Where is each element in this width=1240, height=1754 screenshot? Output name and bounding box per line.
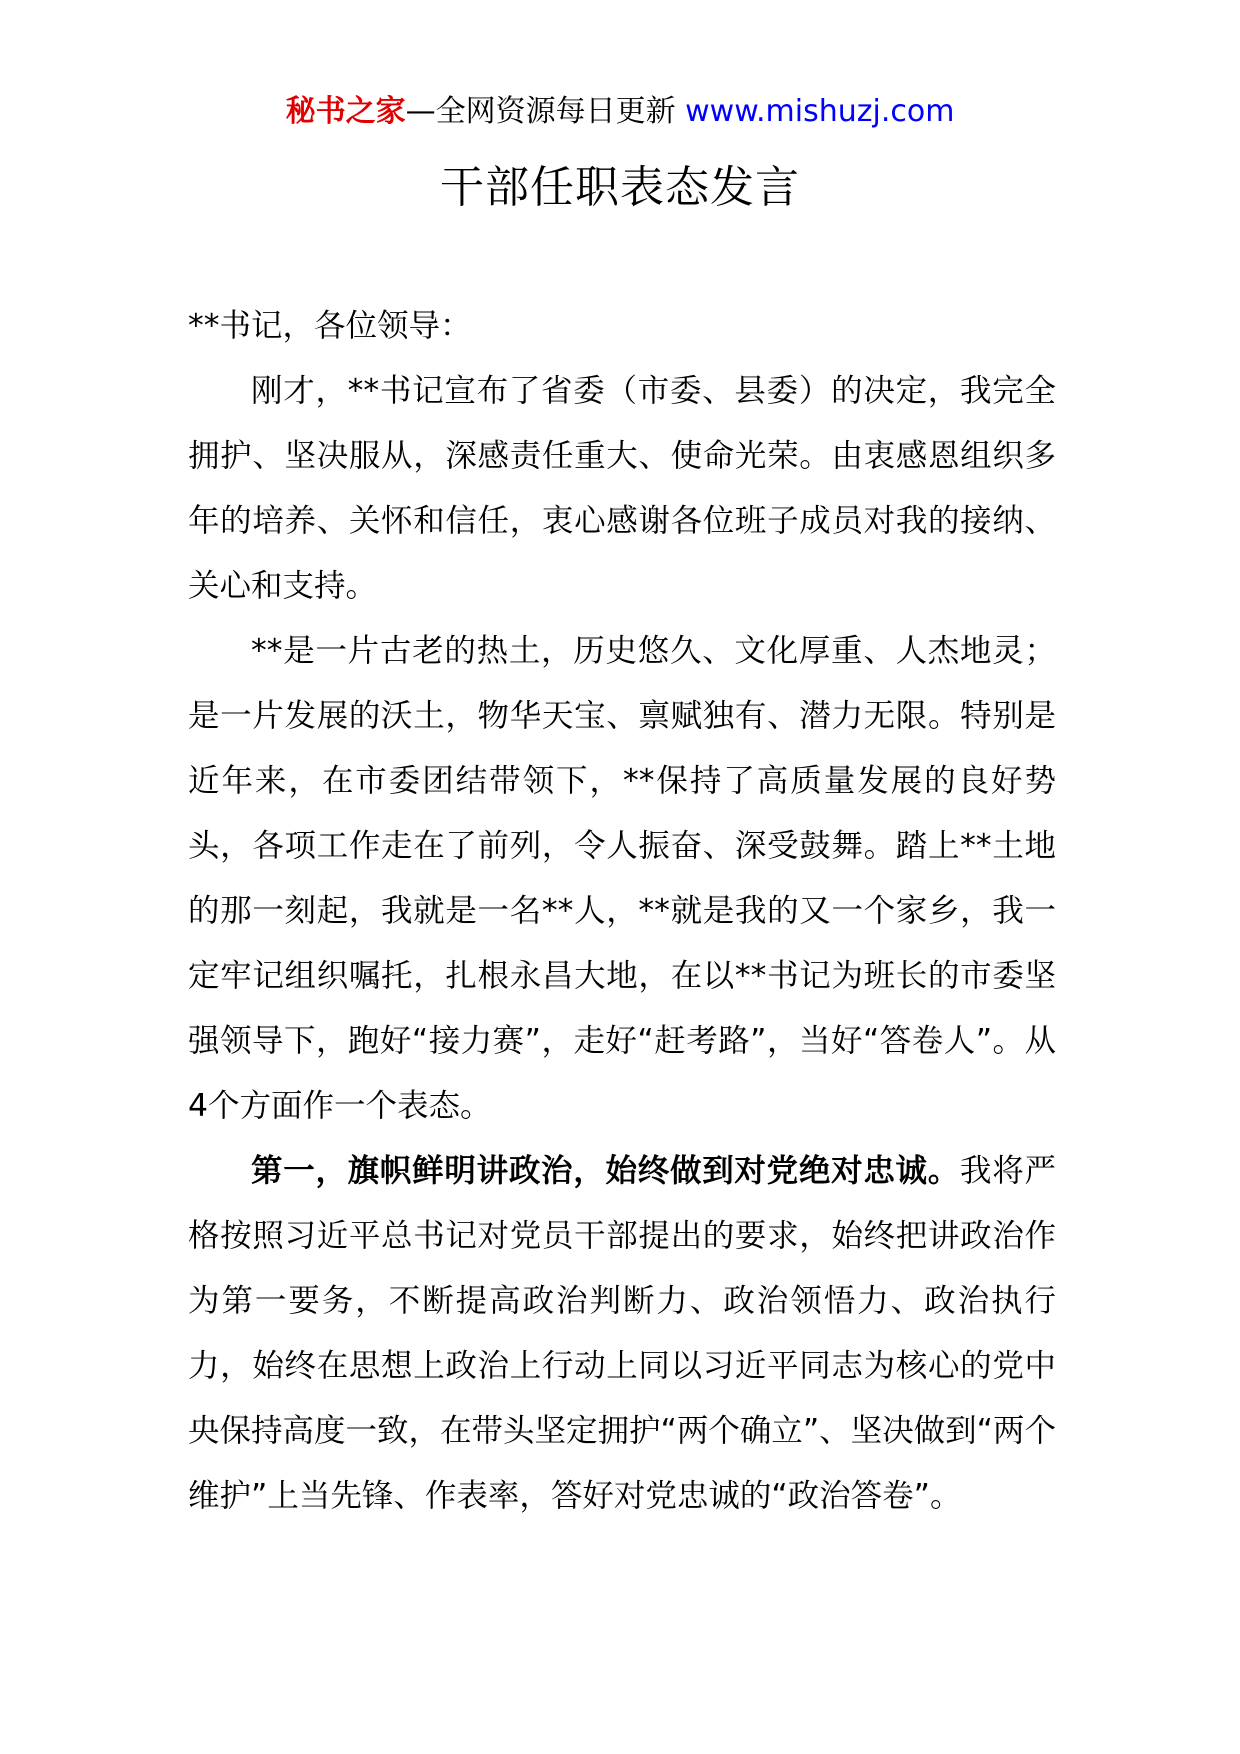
site-tagline: —全网资源每日更新 (405, 94, 676, 129)
site-brand: 秘书之家 (285, 94, 406, 129)
document-body (188, 294, 1056, 1529)
paragraph-3-body: 我将严格按照习近平总书记对党员干部提出的要求，始终把讲政治作为第一要务，不断提高政治判断力、政治领悟力、政治执行力，始终在思想上政治上行动上同以习近平同志为核心的党中央保持高度一致，在带头坚定拥护“两个确立”、坚决做到“两个维护”上当先锋、作表率，答好对党忠诚的“政治答卷”。 (188, 1153, 1056, 1514)
document-title: 干部任职表态发言 (440, 162, 800, 213)
paragraph-3 (188, 1139, 1056, 1529)
paragraph-2: **是一片古老的热土，历史悠久、文化厚重、人杰地灵；是一片发展的沃土，物华天宝、禀赋独有、潜力无限。特别是近年来，在市委团结带领下，**保持了高质量发展的良好势头，各项工作走在了前列，令人振奋、深受鼓舞。踏上**土地的那一刻起，我就是一名**人，**就是我的又一个家乡，我一定牢记组织嘱托，扎根永昌大地，在以**书记为班长的市委坚强领导下，跑好“接力赛”，走好“赶考路”，当好“答卷人”。从4个方面作一个表态。 (188, 633, 1056, 1124)
site-url-link[interactable]: www.mishuzj.com (685, 94, 955, 129)
paragraph-3-heading: 第一，旗帜鲜明讲政治，始终做到对党绝对忠诚。 (251, 1153, 961, 1189)
paragraph-1: 刚才，**书记宣布了省委（市委、县委）的决定，我完全拥护、坚决服从，深感责任重大、使命光荣。由衷感恩组织多年的培养、关怀和信任，衷心感谢各位班子成员对我的接纳、关心和支持。 (188, 373, 1056, 604)
salutation: **书记，各位领导： (188, 308, 472, 344)
site-header (0, 92, 1240, 132)
